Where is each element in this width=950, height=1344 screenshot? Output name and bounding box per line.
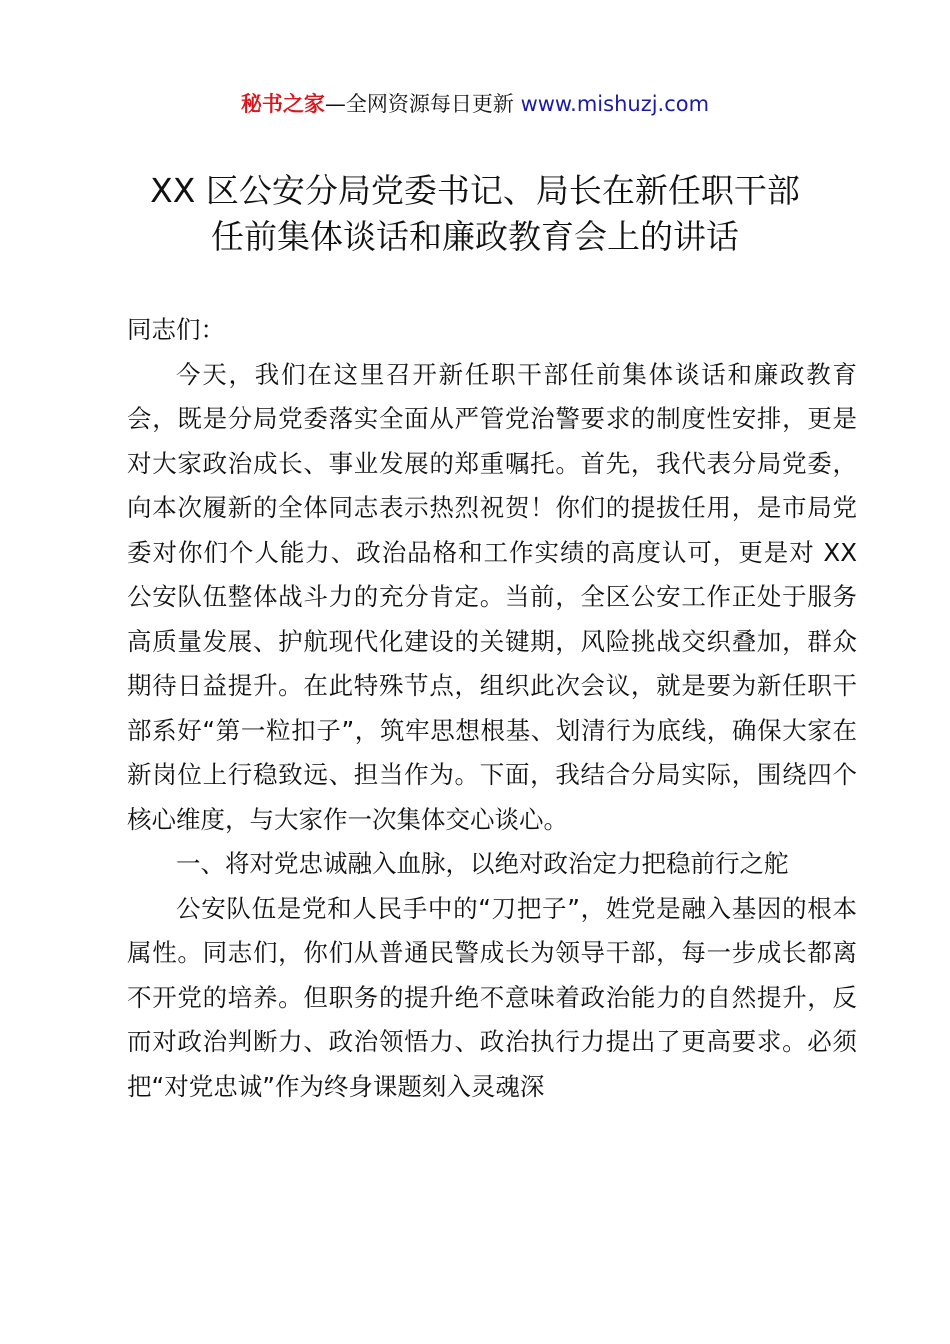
site-header — [0, 88, 950, 120]
document-body — [127, 308, 857, 1109]
section-heading: 一、将对党忠诚融入血脉，以绝对政治定力把稳前行之舵 — [176, 849, 789, 878]
brand-name: 秘书之家 — [240, 92, 325, 116]
header-tagline: —全网资源每日更新 — [324, 92, 521, 116]
site-url-link[interactable]: www.mishuzj.com — [520, 92, 710, 116]
title-line-2: 任前集体谈话和廉政教育会上的讲话 — [211, 217, 739, 256]
title-line-1: XX 区公安分局党委书记、局长在新任职干部 — [150, 171, 800, 210]
body-paragraph: 公安队伍是党和人民手中的“刀把子”，姓党是融入基因的根本属性。同志们，你们从普通民警成长为领导干部，每一步成长都离不开党的培养。但职务的提升绝不意味着政治能力的自然提升，反而对政治判断力、政治领悟力、政治执行力提出了更高要求。必须把“对党忠诚”作为终身课题刻入灵魂深 — [127, 893, 857, 1101]
document-title — [60, 168, 890, 260]
salutation: 同志们： — [127, 315, 225, 344]
body-paragraph: 今天，我们在这里召开新任职干部任前集体谈话和廉政教育会，既是分局党委落实全面从严管党治警要求的制度性安排，更是对大家政治成长、事业发展的郑重嘱托。首先，我代表分局党委，向本次履新的全体同志表示热烈祝贺！你们的提拔任用，是市局党委对你们个人能力、政治品格和工作实绩的高度认可，更是对 XX 公安队伍整体战斗力的充分肯定。当前，全区公安工作正处于服务高质量发展、护航现代化建设的关键期，风险挑战交织叠加，群众期待日益提升。在此特殊节点，组织此次会议，就是要为新任职干部系好“第一粒扣子”，筑牢思想根基、划清行为底线，确保大家在新岗位上行稳致远、担当作为。下面，我结合分局实际，围绕四个核心维度，与大家作一次集体交心谈心。 — [127, 359, 857, 834]
